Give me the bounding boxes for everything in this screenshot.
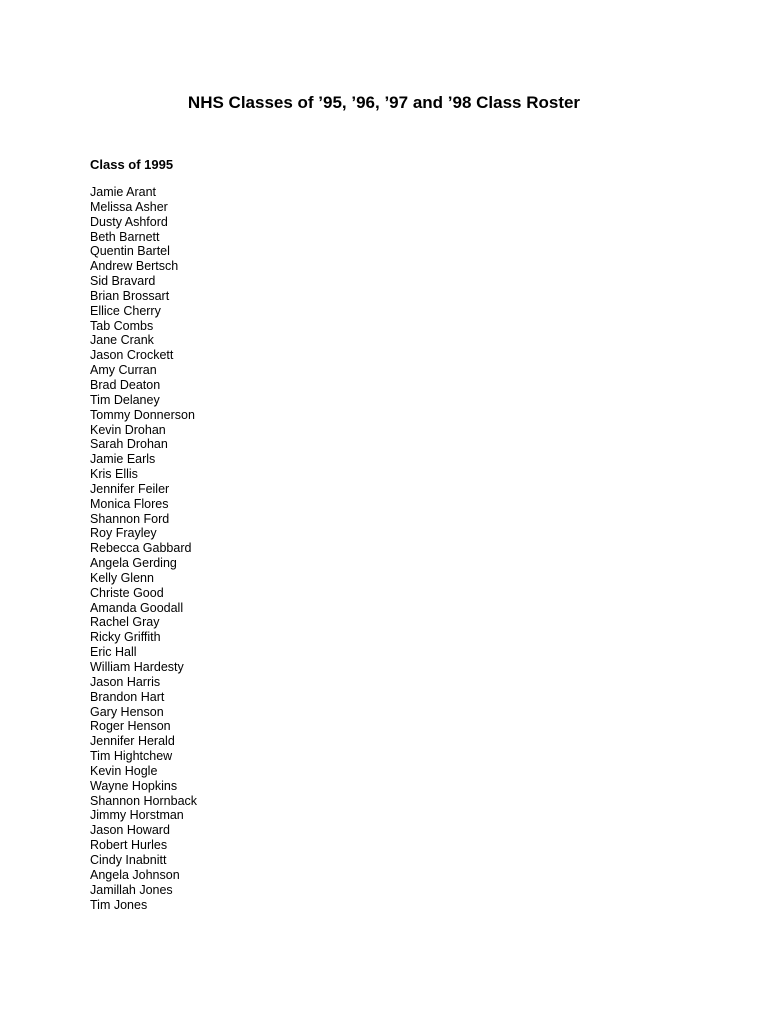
roster-name: Jimmy Horstman [90, 808, 184, 823]
roster-name: Kevin Hogle [90, 763, 158, 778]
roster-name: Jamie Earls [90, 452, 156, 467]
roster-name: William Hardesty [90, 660, 184, 674]
roster-name: Monica Flores [90, 496, 169, 511]
roster-name: Wayne Hopkins [90, 778, 178, 793]
class-section-1995 [90, 156, 197, 912]
roster-name: Shannon Hornback [90, 793, 198, 808]
roster-name: Jane Crank [90, 333, 154, 348]
roster-name: Amy Curran [90, 363, 157, 378]
document-title: NHS Classes of ’95, ’96, ’97 and ’98 Class Roster [187, 93, 581, 112]
roster-name: Sid Bravard [90, 274, 156, 289]
roster-name: Brandon Hart [90, 689, 165, 704]
roster-name: Jason Crockett [90, 348, 174, 363]
roster-name: Robert Hurles [90, 838, 168, 853]
roster-name: Jamillah Jones [90, 882, 173, 897]
roster-name: Ricky Griffith [90, 630, 161, 645]
roster-name: Christe Good [90, 585, 164, 600]
roster-name: Angela Gerding [90, 556, 177, 571]
roster-name: Tim Delaney [90, 392, 160, 407]
roster-name: Andrew Bertsch [90, 259, 179, 274]
roster-name: Jennifer Herald [90, 734, 175, 749]
roster-name: Ellice Cherry [90, 303, 161, 318]
roster-name: Dusty Ashford [90, 214, 168, 229]
roster-name: Tommy Donnerson [90, 407, 195, 422]
roster-name: Melissa Asher [90, 199, 168, 214]
roster-name: Shannon Ford [90, 511, 170, 526]
roster-name: Kelly Glenn [90, 570, 154, 585]
roster-name: Kris Ellis [90, 467, 138, 482]
roster-name: Gary Henson [90, 704, 164, 719]
roster-name: Brian Brossart [90, 288, 170, 303]
roster-name: Beth Barnett [90, 229, 160, 244]
roster-name: Rebecca Gabbard [90, 541, 192, 556]
roster-name: Kevin Drohan [90, 422, 166, 437]
roster-name: Rachel Gray [90, 615, 160, 630]
roster-name: Quentin Bartel [90, 244, 170, 259]
roster-name: Sarah Drohan [90, 437, 168, 452]
roster-name: Tim Jones [90, 897, 148, 912]
roster-name: Jason Harris [90, 674, 161, 689]
roster-name: Tab Combs [90, 318, 154, 333]
roster-list [90, 185, 197, 912]
roster-name: Angela Johnson [90, 867, 180, 882]
roster-name: Tim Hightchew [90, 749, 173, 764]
roster-name: Jennifer Feiler [90, 481, 170, 496]
roster-name: Brad Deaton [90, 377, 161, 392]
roster-name: Cindy Inabnitt [90, 852, 167, 867]
section-heading: Class of 1995 [90, 157, 174, 172]
roster-name: Roy Frayley [90, 526, 157, 541]
roster-name: Eric Hall [90, 645, 137, 660]
roster-name: Jason Howard [90, 823, 170, 838]
roster-name: Amanda Goodall [90, 600, 184, 615]
roster-name: Jamie Arant [90, 185, 157, 199]
roster-name: Roger Henson [90, 719, 171, 734]
